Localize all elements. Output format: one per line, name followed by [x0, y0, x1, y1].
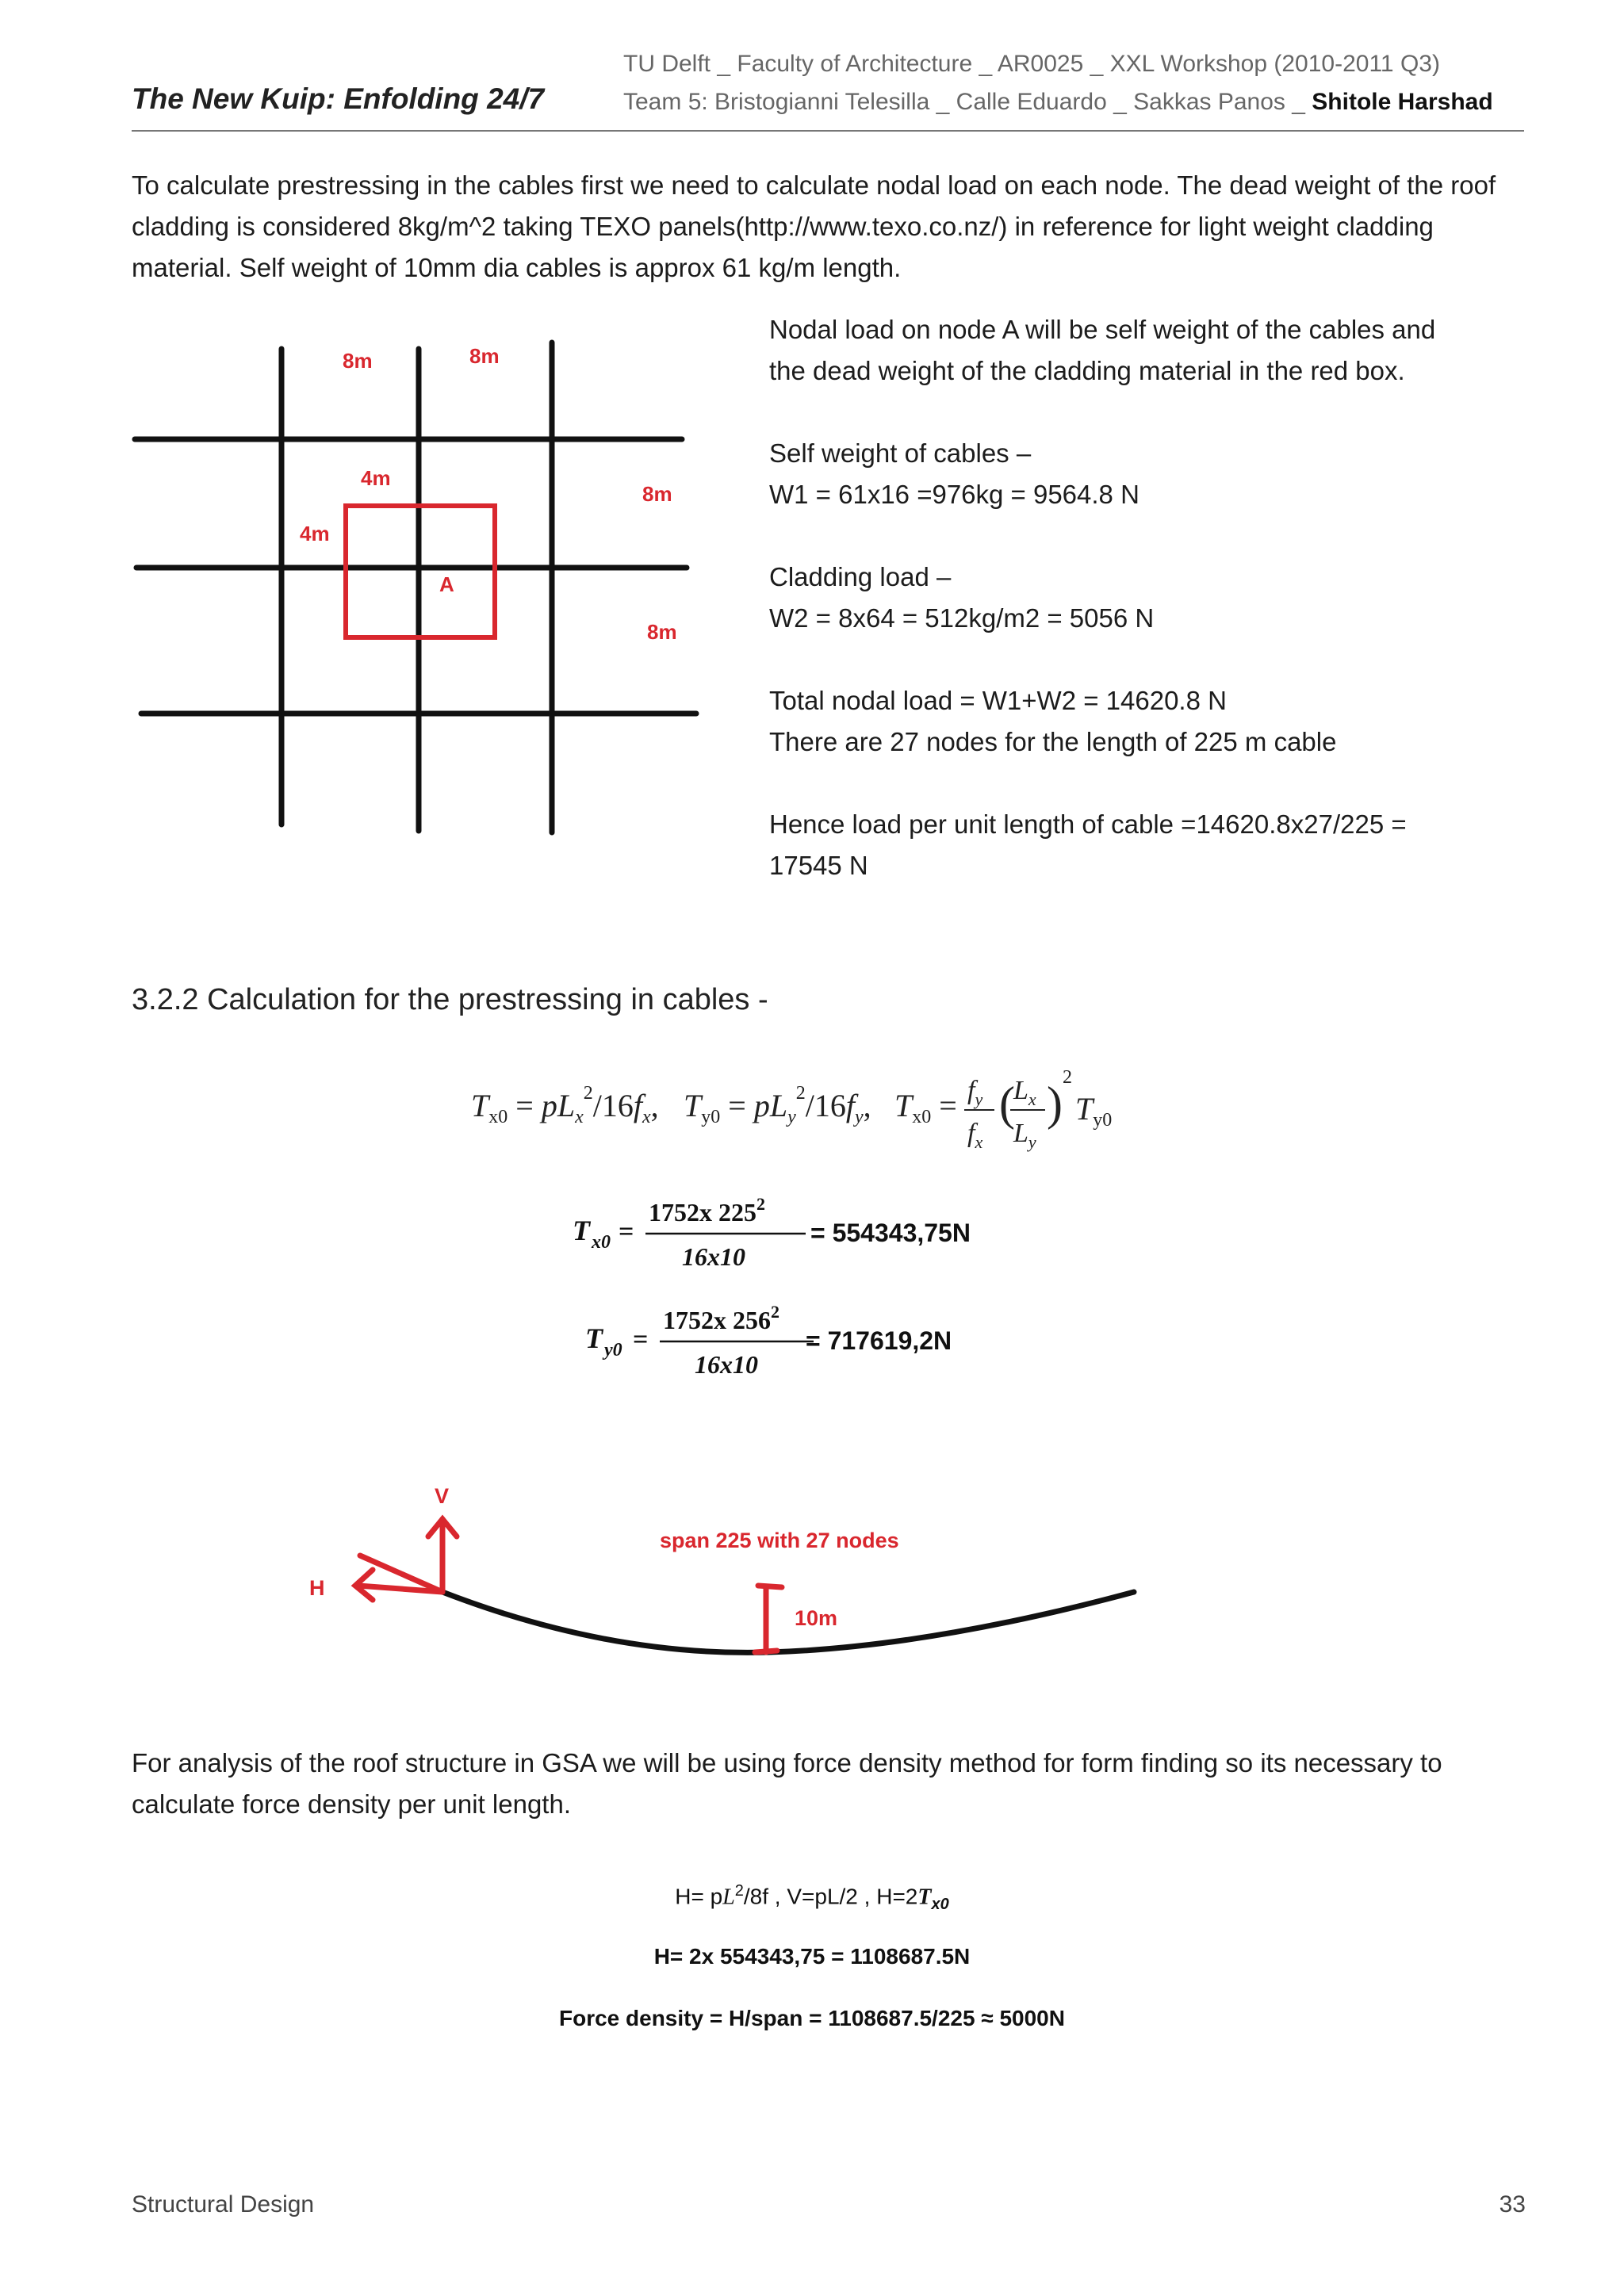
header-divider — [132, 130, 1524, 132]
svg-text:T: T — [585, 1322, 603, 1354]
prestress-formula — [460, 1053, 1126, 1158]
nodal-load-text — [769, 309, 1530, 886]
label-box-top: 4m — [361, 466, 391, 490]
side-line: Total nodal load = W1+W2 = 14620.8 N — [769, 686, 1227, 715]
svg-text:): ) — [1047, 1077, 1063, 1130]
analysis-text: For analysis of the roof structure in GSA we will be using force density method for form finding so its necessary to calculate force density per unit length. — [132, 1748, 1442, 1819]
side-line: the dead weight of the cladding material in the red box. — [769, 356, 1405, 385]
svg-text:16x10: 16x10 — [695, 1350, 758, 1379]
label-right-upper: 8m — [642, 482, 672, 506]
footer-section-name: Structural Design — [132, 2191, 315, 2218]
svg-text:Ty0 = pLy2/16fy,: $T_{y0} = pL_y^2/16f_y$, — [684, 1083, 871, 1127]
svg-text:Ly: $L_y$ — [1013, 1119, 1036, 1152]
label-top-right: 8m — [469, 344, 500, 368]
header-team-line — [623, 89, 1493, 116]
side-line: Hence load per unit length of cable =14620.8x27/225 = — [769, 809, 1407, 839]
svg-text:= 717619,2N: = 717619,2N — [806, 1326, 952, 1355]
svg-text:fx: $f_x$ — [967, 1119, 983, 1152]
ty0-equation — [584, 1297, 1012, 1392]
force-density-equation: Force density = H/span = 1108687.5/225 ≈ 5000N — [559, 2006, 1065, 2030]
h-label: H — [309, 1576, 325, 1600]
side-line: W1 = 61x16 =976kg = 9564.8 N — [769, 480, 1139, 509]
team-members: Team 5: Bristogianni Telesilla _ Calle Eduardo _ Sakkas Panos _ — [623, 89, 1312, 115]
svg-text:=: = — [619, 1217, 634, 1246]
svg-text:x0: x0 — [592, 1232, 611, 1253]
h-equation: H= 2x 554343,75 = 1108687.5N — [653, 1944, 971, 1969]
svg-text:T: T — [573, 1215, 590, 1246]
grid-diagram — [127, 333, 714, 848]
page-number: 33 — [1499, 2191, 1526, 2218]
svg-text:Tx0 =: $T_{x0}$ = — [894, 1088, 957, 1127]
svg-text:1752x 2252: 1752x $225^2$ — [649, 1194, 765, 1226]
cable-diagram — [293, 1475, 1150, 1681]
svg-text:fy: $f_y$ — [967, 1076, 983, 1109]
svg-text:Tx0 = pLx2/16fx,: $T_{x0} = pL_x^2/16f_x$, — [471, 1083, 659, 1127]
svg-text:=: = — [633, 1325, 649, 1354]
document-title: The New Kuip: Enfolding 24/7 — [132, 82, 545, 115]
team-member-highlight: Shitole Harshad — [1312, 89, 1493, 115]
sag-label: 10m — [795, 1606, 838, 1630]
svg-text:2: 2 — [1063, 1067, 1072, 1088]
side-line: Cladding load – — [769, 562, 952, 591]
span-label: span 225 with 27 nodes — [660, 1529, 899, 1552]
svg-text:y0: y0 — [604, 1340, 622, 1360]
svg-text:Lx: $L_x$ — [1013, 1076, 1036, 1109]
svg-text:(: ( — [999, 1077, 1015, 1130]
node-label: A — [439, 572, 454, 596]
svg-text:Ty0: $T_{y0}$ — [1075, 1091, 1113, 1131]
intro-paragraph — [132, 165, 1527, 289]
force-equation-definitions: $H= pL^2/8f$ , V=pL/2 , $H=2T_{x0}$ — [675, 1882, 949, 1913]
svg-text:16x10: 16x10 — [682, 1242, 745, 1271]
svg-text:1752x 2562: 1752x $256^2$ — [663, 1302, 779, 1334]
tx0-equation — [571, 1189, 1015, 1284]
intro-text: To calculate prestressing in the cables first we need to calculate nodal load on each node. The dead weight of the roof cladding is considered 8kg/m^2 taking TEXO panels(http://www.texo.co.nz/) in reference for light weight cladding material. Self weight of 10mm dia cables is approx 61 kg/m length. — [132, 170, 1496, 282]
v-label: V — [435, 1484, 450, 1508]
header-course-line: TU Delft _ Faculty of Architecture _ AR0025 _ XXL Workshop (2010-2011 Q3) — [623, 51, 1440, 77]
side-line: Self weight of cables – — [769, 438, 1032, 468]
svg-text:= 554343,75N: = 554343,75N — [810, 1219, 971, 1247]
label-top-left: 8m — [343, 349, 373, 373]
label-right-lower: 8m — [647, 620, 677, 644]
section-heading: 3.2.2 Calculation for the prestressing in cables - — [132, 983, 768, 1016]
label-box-left: 4m — [300, 522, 330, 545]
analysis-paragraph — [132, 1743, 1527, 1825]
side-line: There are 27 nodes for the length of 225 m cable — [769, 727, 1337, 756]
side-line: 17545 N — [769, 851, 868, 880]
cable-curve — [442, 1592, 1134, 1652]
side-line: Nodal load on node A will be self weight of the cables and — [769, 315, 1436, 344]
side-line: W2 = 8x64 = 512kg/m2 = 5056 N — [769, 603, 1155, 633]
